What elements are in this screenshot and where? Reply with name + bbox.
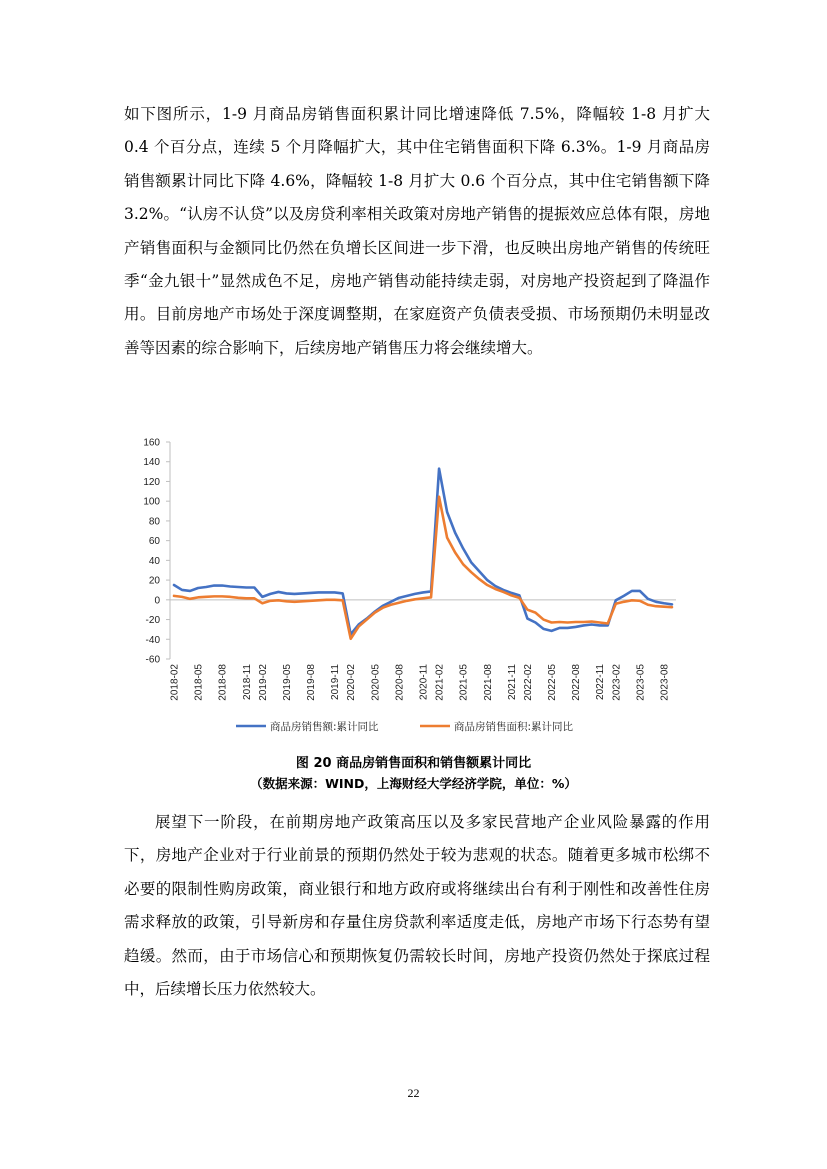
x-tick-label: 2020-02 [346,664,358,701]
figure-caption-source: （数据来源：WIND，上海财经大学经济学院，单位：%） [250,776,577,791]
x-tick-label: 2018-05 [193,664,205,701]
x-tick-label: 2019-08 [306,664,318,701]
y-tick-label: -40 [145,634,160,646]
legend-label-1: 商品房销售面积:累计同比 [454,721,574,733]
y-tick-label: 20 [148,575,160,587]
y-tick-label: -60 [145,654,160,666]
y-tick-label: 80 [148,516,160,528]
x-tick-label: 2019-02 [257,664,269,701]
x-tick-label: 2022-08 [571,664,583,701]
x-tick-label: 2021-05 [458,664,470,701]
x-tick-label: 2023-08 [659,664,671,701]
sales-yoy-line-chart [128,430,700,740]
x-tick-label: 2018-08 [217,664,229,701]
y-tick-label: 120 [143,476,160,488]
y-tick-label: 60 [148,536,160,548]
series-layer [174,469,672,639]
y-axis [143,438,170,666]
y-tick-label: 100 [143,496,160,508]
x-tick-label: 2019-11 [330,664,342,700]
y-tick-label: 40 [148,555,160,567]
x-tick-label: 2021-11 [506,664,518,700]
x-tick-label: 2021-02 [434,664,446,701]
x-tick-label: 2021-08 [482,664,494,701]
x-tick-label: 2020-11 [418,664,430,700]
paragraph-sales-summary: 如下图所示，1-9 月商品房销售面积累计同比增速降低 7.5%，降幅较 1-8 月扩大 0.4 个百分点，连续 5 个月降幅扩大，其中住宅销售面积下降 6.3%。1-9 月商品房销售额累计同比下降 4.6%，降幅较 1-8 月扩大 0.6 个百分点，其中住宅销售额下降 3.2%。“认房不认贷”以及房贷利率相关政策对房地产销售的提振效应总体有限，房地产销售面积与金额同比仍然在负增长区间进一步下滑，也反映出房地产销售的传统旺季“金九银十”显然成色不足，房地产销售动能持续走弱，对房地产投资起到了降温作用。目前房地产市场处于深度调整期，在家庭资产负债表受损、市场预期仍未明显改善等因素的综合影响下，后续房地产销售压力将会继续增大。 [124,105,710,357]
paragraph-outlook: 展望下一阶段，在前期房地产政策高压以及多家民营地产企业风险暴露的作用下，房地产企业对于行业前景的预期仍然处于较为悲观的状态。随着更多城市松绑不必要的限制性购房政策，商业银行和地方政府或将继续出台有利于刚性和改善性住房需求释放的政策，引导新房和存量住房贷款利率适度走低，房地产市场下行态势有望趋缓。然而，由于市场信心和预期恢复仍需较长时间，房地产投资仍然处于探底过程中，后续增长压力依然较大。 [124,813,710,999]
x-axis [170,600,677,701]
x-tick-label: 2020-05 [370,664,382,701]
x-tick-label: 2022-11 [595,664,607,700]
y-tick-label: -20 [145,615,160,627]
x-tick-label: 2019-05 [281,664,293,701]
x-tick-label: 2023-02 [611,664,623,701]
y-tick-label: 140 [143,457,160,469]
y-tick-label: 0 [154,595,160,607]
series-line-1 [174,497,672,639]
page-number: 22 [407,1086,420,1100]
x-tick-label: 2023-05 [635,664,647,701]
series-line-0 [174,469,672,635]
legend [236,720,574,733]
x-tick-label: 2022-05 [547,664,559,701]
x-tick-label: 2018-02 [169,664,181,701]
x-tick-label: 2022-02 [522,664,534,701]
x-tick-label: 2018-11 [241,664,253,700]
x-tick-label: 2020-08 [394,664,406,701]
y-tick-label: 160 [143,437,160,449]
legend-label-0: 商品房销售额:累计同比 [270,721,379,733]
figure-caption-title: 图 20 商品房销售面积和销售额累计同比 [295,756,532,771]
